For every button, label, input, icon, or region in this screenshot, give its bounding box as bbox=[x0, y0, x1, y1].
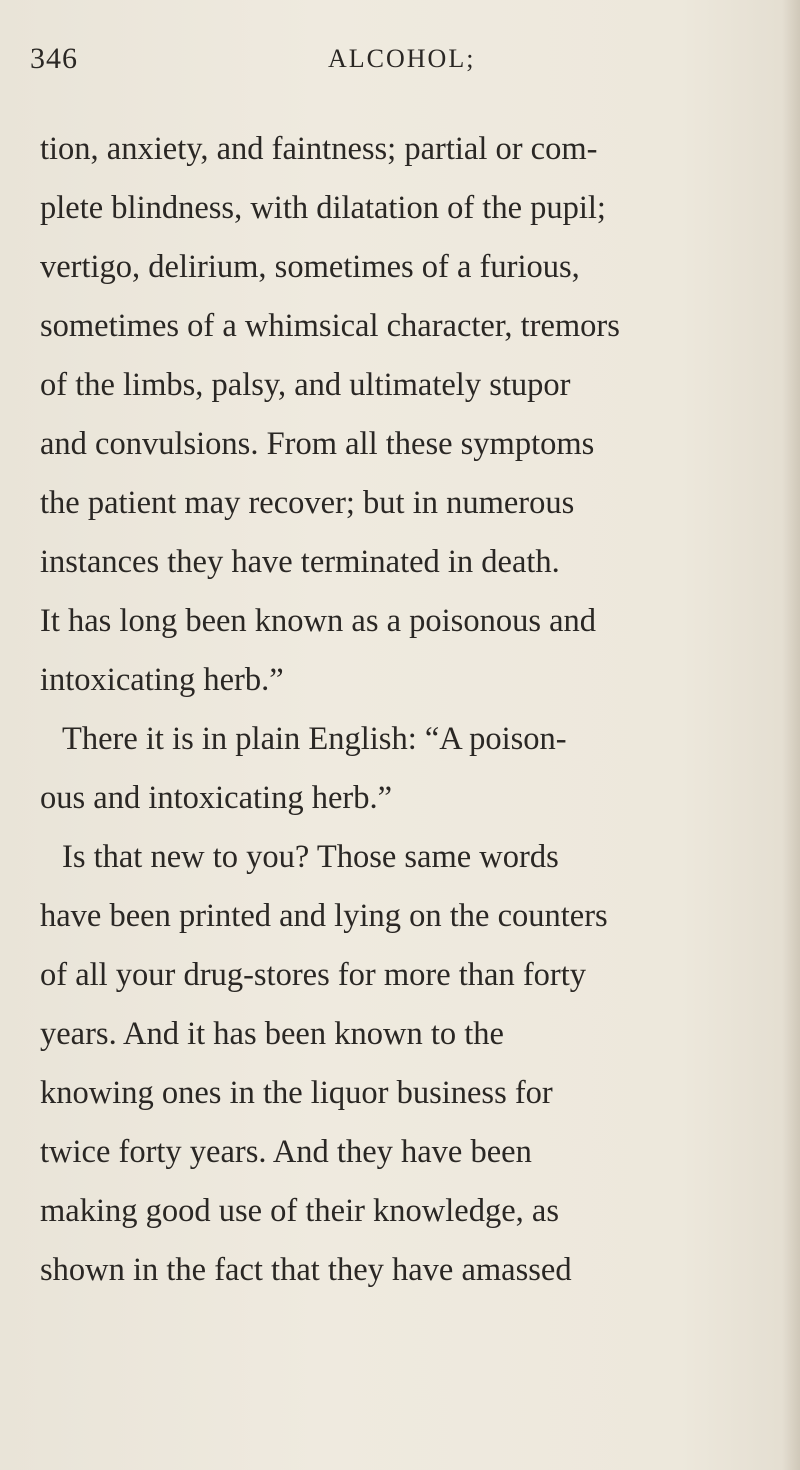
page-number: 346 bbox=[30, 42, 78, 75]
running-title: ALCOHOL; bbox=[328, 44, 476, 73]
text-line: intoxicating herb.” bbox=[40, 662, 284, 698]
text-line: It has long been known as a poisonous and bbox=[40, 603, 597, 639]
text-line: Is that new to you? Those same words bbox=[62, 839, 559, 875]
text-line: ous and intoxicating herb.” bbox=[40, 780, 392, 816]
text-line: have been printed and lying on the counters bbox=[40, 898, 608, 934]
text-line: making good use of their knowledge, as bbox=[40, 1193, 559, 1229]
text-line: shown in the fact that they have amassed bbox=[40, 1252, 572, 1288]
text-line: of the limbs, palsy, and ultimately stupor bbox=[40, 367, 571, 403]
text-line: sometimes of a whimsical character, tremors bbox=[40, 308, 620, 344]
text-line: knowing ones in the liquor business for bbox=[40, 1075, 553, 1111]
text-line: and convulsions. From all these symptoms bbox=[40, 426, 595, 462]
text-line: of all your drug-stores for more than forty bbox=[40, 957, 587, 993]
text-line: vertigo, delirium, sometimes of a furious, bbox=[40, 249, 580, 285]
text-line: instances they have terminated in death. bbox=[40, 544, 560, 580]
text-line: years. And it has been known to the bbox=[40, 1016, 504, 1052]
text-line: twice forty years. And they have been bbox=[40, 1134, 532, 1170]
text-line: plete blindness, with dilatation of the pupil; bbox=[40, 190, 606, 226]
text-line: the patient may recover; but in numerous bbox=[40, 485, 575, 521]
text-line: tion, anxiety, and faintness; partial or com- bbox=[40, 131, 598, 167]
text-line: There it is in plain English: “A poison- bbox=[62, 721, 567, 757]
